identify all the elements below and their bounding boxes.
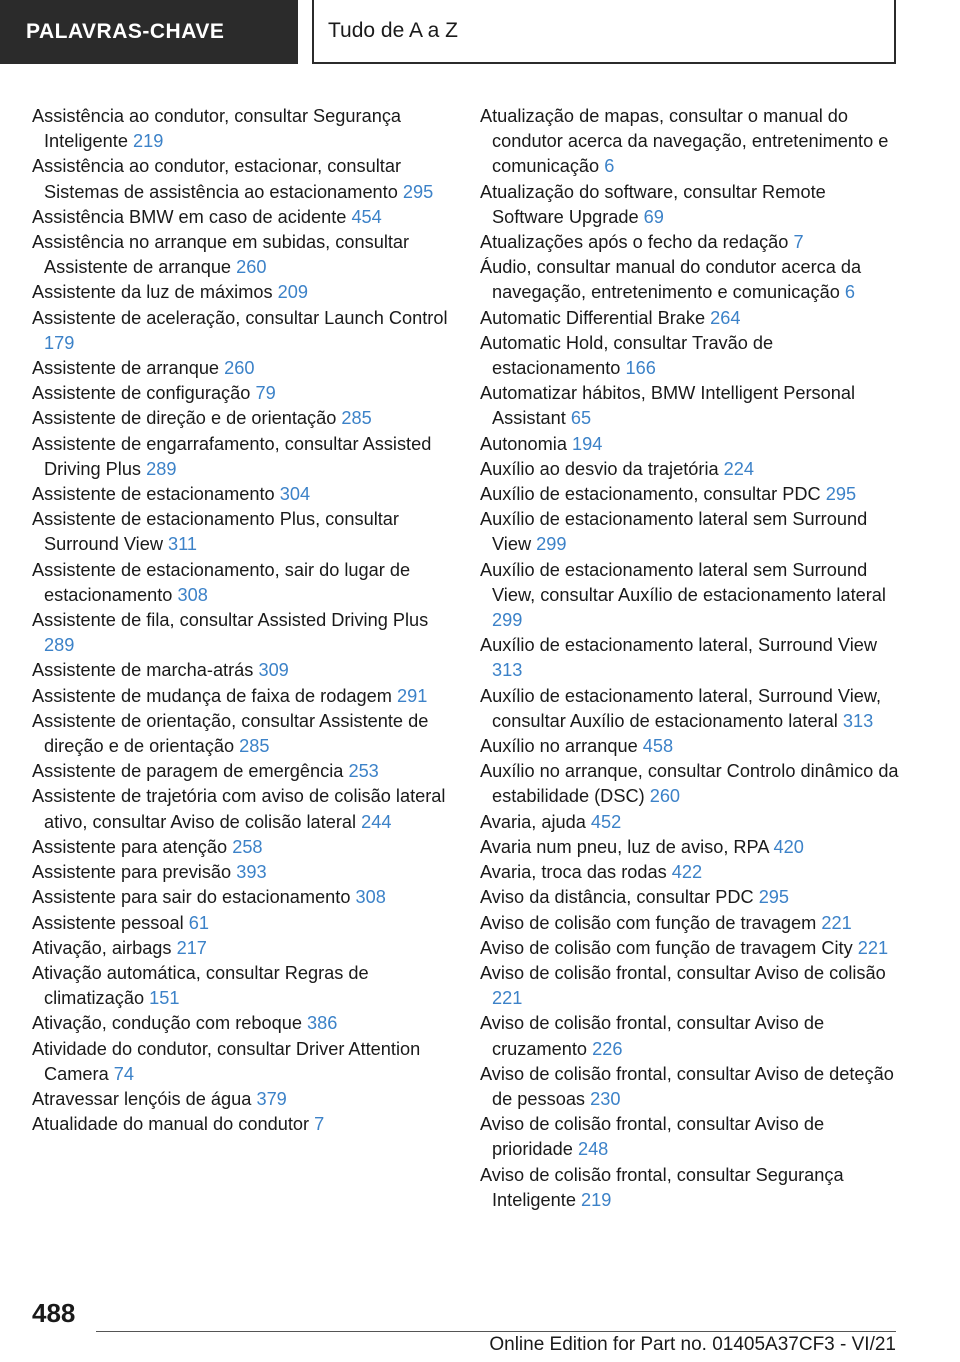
index-entry-text: Assistente de direção e de orientação bbox=[32, 408, 337, 429]
page-reference-link[interactable]: 386 bbox=[307, 1013, 338, 1034]
page-reference-link[interactable]: 230 bbox=[590, 1088, 621, 1109]
index-entry bbox=[480, 457, 900, 482]
page-reference-link[interactable]: 7 bbox=[314, 1114, 325, 1135]
index-entry-text: Auxílio de estacionamento lateral sem Surround View bbox=[480, 509, 868, 555]
index-entry bbox=[32, 885, 452, 910]
index-entry bbox=[480, 684, 900, 734]
index-entry-text: Assistente de configuração bbox=[32, 383, 251, 404]
page-reference-link[interactable]: 166 bbox=[625, 358, 656, 379]
index-entry-text: Atualização do software, consultar Remote Software Upgrade bbox=[480, 181, 826, 227]
index-entry bbox=[32, 1011, 452, 1036]
index-entry bbox=[480, 810, 900, 835]
page-reference-link[interactable]: 308 bbox=[355, 887, 386, 908]
index-entry-text: Áudio, consultar manual do condutor acerca da navegação, entretenimento e comunicação bbox=[480, 257, 862, 303]
index-entry bbox=[480, 1062, 900, 1112]
index-entry-text: Automatic Hold, consultar Travão de estacionamento bbox=[480, 332, 774, 379]
page-header bbox=[0, 0, 960, 66]
index-entry bbox=[32, 306, 452, 356]
index-entry bbox=[32, 684, 452, 709]
page-reference-link[interactable]: 264 bbox=[710, 307, 741, 328]
index-entry-text: Assistente de marcha-atrás bbox=[32, 660, 254, 681]
index-entry-text: Assistente de mudança de faixa de rodagem bbox=[32, 685, 392, 706]
page-reference-link[interactable]: 219 bbox=[133, 131, 164, 152]
index-entry-text: Auxílio de estacionamento lateral sem Surround View, consultar Auxílio de estacionamento lateral bbox=[480, 559, 886, 605]
index-entry bbox=[480, 633, 900, 683]
index-entry-text: Assistência no arranque em subidas, consultar Assistente de arranque bbox=[32, 232, 410, 278]
page-reference-link[interactable]: 309 bbox=[258, 660, 289, 681]
edition-footer: Online Edition for Part no. 01405A37CF3 - VI/21 bbox=[489, 1334, 896, 1355]
index-entry-text: Assistente pessoal bbox=[32, 912, 184, 933]
page-reference-link[interactable]: 65 bbox=[570, 408, 592, 429]
page-reference-link[interactable]: 253 bbox=[348, 761, 379, 782]
page-reference-link[interactable]: 420 bbox=[773, 836, 804, 857]
index-entry-text: Aviso de colisão frontal, consultar Segurança Inteligente bbox=[480, 1164, 844, 1210]
page-reference-link[interactable]: 313 bbox=[842, 710, 874, 731]
index-entry-text: Atualizações após o fecho da redação bbox=[480, 232, 789, 253]
index-entry-text: Atravessar lençóis de água bbox=[32, 1088, 252, 1109]
index-entry-text: Assistente de arranque bbox=[32, 358, 220, 379]
index-entry-text: Assistente de orientação, consultar Assistente de direção e de orientação bbox=[32, 710, 429, 757]
index-column-right bbox=[480, 104, 900, 1213]
index-entry bbox=[480, 482, 900, 507]
index-entry bbox=[32, 558, 452, 608]
page-reference-link[interactable]: 299 bbox=[536, 534, 567, 555]
index-entry-text: Atividade do condutor, consultar Driver Attention Camera bbox=[32, 1038, 421, 1084]
page-reference-link[interactable]: 285 bbox=[341, 408, 372, 429]
page-reference-link[interactable]: 194 bbox=[572, 433, 603, 454]
page-reference-link[interactable]: 6 bbox=[844, 282, 855, 303]
index-entry-text: Auxílio de estacionamento lateral, Surround View bbox=[480, 635, 877, 656]
page-reference-link[interactable]: 285 bbox=[239, 736, 270, 757]
index-entry bbox=[32, 280, 452, 305]
index-entry bbox=[480, 1011, 900, 1061]
index-entry-text: Assistente de trajetória com aviso de colisão lateral ativo, consultar Aviso de colisão lateral bbox=[32, 786, 446, 832]
page-reference-link[interactable]: 221 bbox=[857, 937, 889, 958]
index-entry-text: Auxílio ao desvio da trajetória bbox=[480, 458, 719, 479]
index-entry bbox=[32, 1037, 452, 1087]
page-reference-link[interactable]: 79 bbox=[255, 383, 276, 404]
page-reference-link[interactable]: 260 bbox=[224, 358, 255, 379]
index-entry bbox=[480, 936, 900, 961]
page-reference-link[interactable]: 295 bbox=[758, 887, 790, 908]
page-reference-link[interactable]: 295 bbox=[825, 484, 857, 505]
page-reference-link[interactable]: 221 bbox=[821, 912, 852, 933]
index-entry bbox=[480, 104, 900, 180]
index-entry-text: Assistente da luz de máximos bbox=[32, 282, 273, 303]
index-entry-text: Avaria num pneu, luz de aviso, RPA bbox=[480, 836, 769, 857]
index-entry-text: Assistente de aceleração, consultar Launch Control bbox=[32, 307, 448, 328]
index-entry bbox=[480, 860, 900, 885]
index-entry bbox=[32, 784, 452, 834]
index-entry-text: Aviso da distância, consultar PDC bbox=[480, 887, 754, 908]
index-entry-text: Assistência BMW em caso de acidente bbox=[32, 206, 347, 227]
index-entry bbox=[480, 961, 900, 1011]
page-reference-link[interactable]: 260 bbox=[649, 786, 681, 807]
index-entry bbox=[480, 432, 900, 457]
index-entry-text: Auxílio de estacionamento lateral, Surround View, consultar Auxílio de estacionamento lateral bbox=[480, 685, 882, 731]
index-entry-text: Assistente para sair do estacionamento bbox=[32, 887, 351, 908]
index-entry bbox=[32, 356, 452, 381]
index-entry-text: Autonomia bbox=[480, 433, 567, 454]
index-entry-text: Auxílio no arranque, consultar Controlo dinâmico da estabilidade (DSC) bbox=[480, 761, 899, 807]
page-reference-link[interactable]: 217 bbox=[176, 937, 207, 958]
page-reference-link[interactable]: 452 bbox=[590, 811, 622, 832]
index-entry bbox=[32, 507, 452, 557]
page-reference-link[interactable]: 260 bbox=[236, 257, 267, 278]
footer-divider bbox=[96, 1331, 896, 1332]
index-entry-text: Assistente para atenção bbox=[32, 836, 228, 857]
page-reference-link[interactable]: 151 bbox=[149, 988, 180, 1009]
index-entry-text: Atualidade do manual do condutor bbox=[32, 1114, 310, 1135]
index-entry bbox=[480, 255, 900, 305]
index-entry-text: Auxílio no arranque bbox=[480, 736, 638, 757]
page-reference-link[interactable]: 393 bbox=[236, 862, 267, 883]
page-reference-link[interactable]: 291 bbox=[397, 685, 428, 706]
page-reference-link[interactable]: 379 bbox=[256, 1088, 287, 1109]
index-entry bbox=[480, 885, 900, 910]
index-entry-text: Assistente de paragem de emergência bbox=[32, 761, 344, 782]
index-entry-text: Assistente de estacionamento, sair do lugar de estacionamento bbox=[32, 559, 411, 605]
page-reference-link[interactable]: 69 bbox=[643, 206, 664, 227]
index-entry bbox=[32, 759, 452, 784]
index-entry bbox=[32, 835, 452, 860]
page-reference-link[interactable]: 7 bbox=[793, 232, 804, 253]
index-entry-text: Assistente para previsão bbox=[32, 862, 232, 883]
index-entry bbox=[32, 432, 452, 482]
index-entry bbox=[32, 658, 452, 683]
section-tab: PALAVRAS-CHAVE bbox=[0, 0, 298, 64]
index-entry-text: Aviso de colisão frontal, consultar Aviso de prioridade bbox=[480, 1114, 825, 1160]
index-entry-text: Avaria, troca das rodas bbox=[480, 862, 667, 883]
page-reference-link[interactable]: 224 bbox=[723, 458, 755, 479]
page-reference-link[interactable]: 61 bbox=[188, 912, 209, 933]
page-reference-link[interactable]: 258 bbox=[232, 836, 263, 857]
index-entry-text: Assistente de estacionamento bbox=[32, 484, 275, 505]
page-reference-link[interactable]: 422 bbox=[671, 862, 703, 883]
index-entry-text: Assistência ao condutor, estacionar, consultar Sistemas de assistência ao estacionamento bbox=[32, 156, 402, 202]
index-entry-text: Aviso de colisão com função de travagem bbox=[480, 912, 817, 933]
index-column-left bbox=[32, 104, 452, 1137]
index-entry-text: Assistente de fila, consultar Assisted Driving Plus bbox=[32, 610, 429, 631]
page-reference-link[interactable]: 209 bbox=[277, 282, 309, 303]
page-reference-link[interactable]: 248 bbox=[577, 1139, 609, 1160]
index-entry-text: Ativação automática, consultar Regras de climatização bbox=[32, 962, 369, 1009]
index-entry bbox=[480, 911, 900, 936]
index-entry-text: Assistente de engarrafamento, consultar Assisted Driving Plus bbox=[32, 433, 432, 479]
index-entry bbox=[480, 1112, 900, 1162]
page-reference-link[interactable]: 219 bbox=[581, 1189, 612, 1210]
index-entry bbox=[32, 1112, 452, 1137]
page-reference-link[interactable]: 299 bbox=[492, 610, 523, 631]
page-reference-link[interactable]: 226 bbox=[592, 1038, 623, 1059]
index-entry bbox=[32, 205, 452, 230]
index-entry-text: Assistência ao condutor, consultar Segurança Inteligente bbox=[32, 106, 402, 152]
index-entry-text: Ativação, airbags bbox=[32, 937, 172, 958]
page-reference-link[interactable]: 289 bbox=[146, 458, 177, 479]
index-entry bbox=[32, 482, 452, 507]
index-entry bbox=[32, 936, 452, 961]
index-entry bbox=[32, 406, 452, 431]
index-entry bbox=[32, 154, 452, 204]
index-entry bbox=[480, 306, 900, 331]
page-reference-link[interactable]: 458 bbox=[642, 736, 674, 757]
page-reference-link[interactable]: 295 bbox=[402, 181, 434, 202]
page-reference-link[interactable]: 221 bbox=[492, 988, 523, 1009]
index-entry-text: Atualização de mapas, consultar o manual do condutor acerca da navegação, entretenimento e comunicação bbox=[480, 106, 889, 177]
page-reference-link[interactable]: 244 bbox=[361, 811, 392, 832]
index-entry bbox=[32, 230, 452, 280]
page-reference-link[interactable]: 311 bbox=[168, 534, 198, 555]
page-reference-link[interactable]: 6 bbox=[604, 156, 615, 177]
index-entry bbox=[480, 381, 900, 431]
index-entry bbox=[480, 835, 900, 860]
index-entry-text: Aviso de colisão frontal, consultar Aviso de colisão bbox=[480, 962, 886, 983]
page-reference-link[interactable]: 304 bbox=[279, 484, 311, 505]
index-entry bbox=[480, 558, 900, 634]
index-entry-text: Aviso de colisão frontal, consultar Aviso de cruzamento bbox=[480, 1013, 825, 1059]
page-reference-link[interactable]: 313 bbox=[492, 660, 523, 681]
index-entry bbox=[32, 961, 452, 1011]
index-entry bbox=[480, 734, 900, 759]
index-entry bbox=[32, 608, 452, 658]
index-entry bbox=[480, 1163, 900, 1213]
page-reference-link[interactable]: 289 bbox=[44, 635, 75, 656]
page-number: 488 bbox=[32, 1298, 76, 1328]
index-entry bbox=[480, 331, 900, 381]
index-entry-text: Automatic Differential Brake bbox=[480, 307, 706, 328]
index-entry bbox=[32, 860, 452, 885]
index-entry-text: Ativação, condução com reboque bbox=[32, 1013, 302, 1034]
index-entry-text: Assistente de estacionamento Plus, consultar Surround View bbox=[32, 509, 399, 555]
index-entry bbox=[480, 230, 900, 255]
page-reference-link[interactable]: 74 bbox=[113, 1063, 134, 1084]
index-entry bbox=[32, 381, 452, 406]
index-entry-text: Aviso de colisão frontal, consultar Aviso de deteção de pessoas bbox=[480, 1063, 894, 1109]
index-entry bbox=[32, 709, 452, 759]
index-entry-text: Aviso de colisão com função de travagem City bbox=[480, 937, 853, 958]
index-entry bbox=[32, 104, 452, 154]
section-subtitle: Tudo de A a Z bbox=[312, 0, 896, 64]
page-reference-link[interactable]: 454 bbox=[351, 206, 382, 227]
index-entry bbox=[480, 759, 900, 809]
index-entry bbox=[480, 507, 900, 557]
page-reference-link[interactable]: 308 bbox=[177, 584, 208, 605]
index-entry bbox=[32, 1087, 452, 1112]
index-entry bbox=[32, 911, 452, 936]
index-entry bbox=[480, 180, 900, 230]
index-entry-text: Automatizar hábitos, BMW Intelligent Personal Assistant bbox=[480, 383, 856, 429]
page-reference-link[interactable]: 179 bbox=[44, 332, 75, 353]
index-entry-text: Avaria, ajuda bbox=[480, 811, 586, 832]
index-entry-text: Auxílio de estacionamento, consultar PDC bbox=[480, 484, 821, 505]
